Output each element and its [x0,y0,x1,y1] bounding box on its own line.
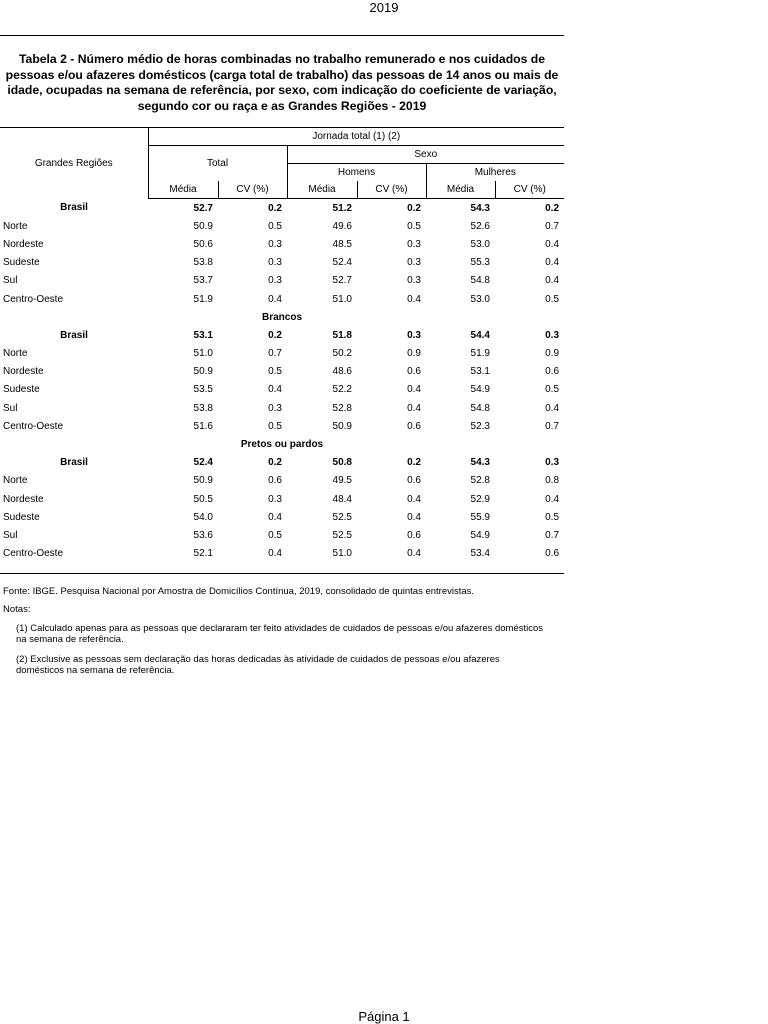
value-cell: 51.9 [193,293,213,305]
value-cell: 0.2 [407,202,421,214]
value-cell: 50.8 [332,457,352,469]
value-cell: 0.3 [545,329,560,341]
value-cell: 53.5 [193,384,213,396]
region-cell: Norte [3,475,28,487]
value-cell: 0.3 [268,257,282,269]
value-cell: 50.2 [332,348,352,360]
value-cell: 53.0 [470,238,490,250]
value-cell: 0.3 [407,329,421,341]
value-cell: 52.4 [332,257,352,269]
value-cell: 50.6 [193,238,213,250]
value-cell: 52.2 [332,384,352,396]
value-cell: 54.4 [470,329,490,341]
value-cell: 0.3 [268,402,282,414]
value-cell: 0.8 [545,475,560,487]
value-cell: 53.7 [193,275,213,287]
table-bottom-rule [0,573,564,574]
value-cell: 52.9 [470,493,490,505]
value-cell: 51.2 [332,202,352,214]
value-cell: 52.7 [193,202,213,214]
value-cell: 50.5 [193,493,213,505]
value-cell: 51.9 [470,348,490,360]
table-row [0,363,564,381]
value-cell: 49.5 [332,475,352,487]
value-cell: 53.8 [193,402,213,414]
value-cell: 0.9 [545,348,560,360]
note-1: (1) Calculado apenas para as pessoas que declararam ter feito atividades de cuidados de pessoas e/ou afazeres domésticos na semana de referência. [16,623,544,645]
value-cell: 0.9 [407,348,421,360]
header-jornada: Jornada total (1) (2) [148,128,564,146]
value-cell: 0.7 [545,529,560,541]
value-cell: 0.6 [407,420,421,432]
value-cell: 0.4 [545,402,560,414]
table-row [0,454,564,472]
region-cell: Nordeste [3,493,44,505]
value-cell: 50.9 [332,420,352,432]
table-row [0,545,564,563]
value-cell: 0.3 [407,257,421,269]
value-cell: 0.4 [545,238,560,250]
value-cell: 49.6 [332,220,352,232]
value-cell: 51.0 [332,548,352,560]
header-media: Média [287,181,357,199]
value-cell: 0.5 [268,529,282,541]
page-number: Página 1 [358,1009,410,1024]
note-2: (2) Exclusive as pessoas sem declaração das horas dedicadas às atividade de cuidados de pessoas e/ou afazeres domésticos na semana de referência. [16,654,500,676]
value-cell: 51.0 [332,293,352,305]
region-cell: Sul [3,275,18,287]
data-table-container [0,127,564,574]
value-cell: 52.3 [470,420,490,432]
header-total: Total [148,146,287,182]
value-cell: 54.9 [470,384,490,396]
region-cell: Sudeste [3,511,40,523]
region-cell: Centro-Oeste [3,548,64,560]
value-cell: 0.7 [545,220,560,232]
header-media: Média [426,181,495,199]
value-cell: 48.5 [332,238,352,250]
value-cell: 0.6 [407,366,421,378]
value-cell: 0.2 [407,457,421,469]
header-mulheres: Mulheres [426,164,564,182]
region-cell: Norte [3,348,28,360]
value-cell: 52.7 [332,275,352,287]
region-cell: Brasil [60,329,88,341]
value-cell: 0.3 [407,275,421,287]
value-cell: 0.4 [407,511,421,523]
region-cell: Brasil [60,457,88,469]
value-cell: 0.2 [268,457,282,469]
region-cell: Sudeste [3,257,40,269]
header-cv: CV (%) [495,181,564,199]
value-cell: 53.1 [470,366,490,378]
value-cell: 0.3 [268,493,282,505]
value-cell: 54.8 [470,275,490,287]
value-cell: 0.4 [268,293,282,305]
value-cell: 52.8 [332,402,352,414]
value-cell: 51.6 [193,420,213,432]
value-cell: 0.5 [268,420,282,432]
value-cell: 52.4 [193,457,213,469]
value-cell: 53.6 [193,529,213,541]
value-cell: 0.4 [268,548,282,560]
table-row [0,490,564,508]
value-cell: 0.4 [407,293,421,305]
value-cell: 0.4 [545,257,560,269]
value-cell: 51.8 [332,329,352,341]
value-cell: 55.3 [470,257,490,269]
section-label: Brancos [262,311,303,323]
value-cell: 0.3 [268,275,282,287]
value-cell: 0.3 [545,457,560,469]
value-cell: 52.6 [470,220,490,232]
region-cell: Sul [3,529,18,541]
value-cell: 0.6 [545,366,560,378]
data-table [0,128,564,563]
header-homens: Homens [287,164,426,182]
region-cell: Brasil [60,202,88,214]
table-row [0,472,564,490]
header-regions: Grandes Regiões [34,157,113,169]
value-cell: 0.4 [407,548,421,560]
value-cell: 52.5 [332,511,352,523]
region-cell: Sudeste [3,384,40,396]
value-cell: 0.3 [407,238,421,250]
value-cell: 53.8 [193,257,213,269]
value-cell: 0.6 [407,475,421,487]
section-label: Pretos ou pardos [240,439,324,451]
table-row [0,508,564,526]
table-row [0,272,564,290]
value-cell: 0.5 [407,220,421,232]
value-cell: 0.5 [545,384,560,396]
value-cell: 54.3 [470,202,490,214]
table-row [0,217,564,235]
notes-label: Notas: [3,604,31,615]
table-header [0,128,564,199]
value-cell: 0.7 [545,420,560,432]
source-note: Fonte: IBGE. Pesquisa Nacional por Amostra de Domicílios Contínua, 2019, consolidado de quintas entrevistas. [3,586,475,597]
header-cv: CV (%) [357,181,426,199]
value-cell: 0.4 [407,493,421,505]
section-row [0,435,564,453]
value-cell: 52.8 [470,475,490,487]
value-cell: 0.2 [545,202,560,214]
header-media: Média [148,181,218,199]
value-cell: 0.4 [545,493,560,505]
value-cell: 0.6 [407,529,421,541]
section-row [0,308,564,326]
value-cell: 0.4 [268,384,282,396]
value-cell: 0.2 [268,202,282,214]
value-cell: 0.7 [268,348,282,360]
value-cell: 48.6 [332,366,352,378]
table-row [0,326,564,344]
value-cell: 0.4 [545,275,560,287]
value-cell: 0.5 [268,366,282,378]
table-row [0,345,564,363]
table-row [0,290,564,308]
value-cell: 0.4 [407,402,421,414]
value-cell: 0.6 [268,475,282,487]
value-cell: 52.5 [332,529,352,541]
value-cell: 0.2 [268,329,282,341]
table-row [0,254,564,272]
value-cell: 53.4 [470,548,490,560]
region-cell: Centro-Oeste [3,420,64,432]
value-cell: 0.3 [268,238,282,250]
region-cell: Centro-Oeste [3,293,64,305]
value-cell: 55.9 [470,511,490,523]
header-year: 2019 [369,0,399,15]
value-cell: 52.1 [193,548,213,560]
value-cell: 53.0 [470,293,490,305]
value-cell: 54.0 [193,511,213,523]
value-cell: 0.4 [407,384,421,396]
table-title: Tabela 2 - Número médio de horas combinadas no trabalho remunerado e nos cuidados de pessoas e/ou afazeres domésticos (carga total de trabalho) das pessoas de 14 anos ou mais de idade, ocupadas na semana de referência, por sexo, com indicação do coeficiente de variação, segundo cor ou raça e as Grandes Regiões - 2019 [5,52,559,113]
value-cell: 50.9 [193,220,213,232]
value-cell: 48.4 [332,493,352,505]
table-body [0,199,564,563]
value-cell: 0.6 [545,548,560,560]
value-cell: 0.4 [268,511,282,523]
region-cell: Nordeste [3,366,44,378]
header-cv: CV (%) [218,181,287,199]
value-cell: 0.5 [268,220,282,232]
table-row [0,199,564,218]
value-cell: 50.9 [193,475,213,487]
value-cell: 54.9 [470,529,490,541]
region-cell: Nordeste [3,238,44,250]
value-cell: 54.3 [470,457,490,469]
value-cell: 0.5 [545,293,560,305]
value-cell: 51.0 [193,348,213,360]
value-cell: 53.1 [193,329,213,341]
table-row [0,526,564,544]
value-cell: 0.5 [545,511,560,523]
table-row [0,417,564,435]
region-cell: Sul [3,402,18,414]
top-rule [0,35,564,36]
table-row [0,399,564,417]
table-row [0,381,564,399]
table-row [0,235,564,253]
value-cell: 54.8 [470,402,490,414]
header-sexo: Sexo [287,146,564,164]
value-cell: 50.9 [193,366,213,378]
region-cell: Norte [3,220,28,232]
